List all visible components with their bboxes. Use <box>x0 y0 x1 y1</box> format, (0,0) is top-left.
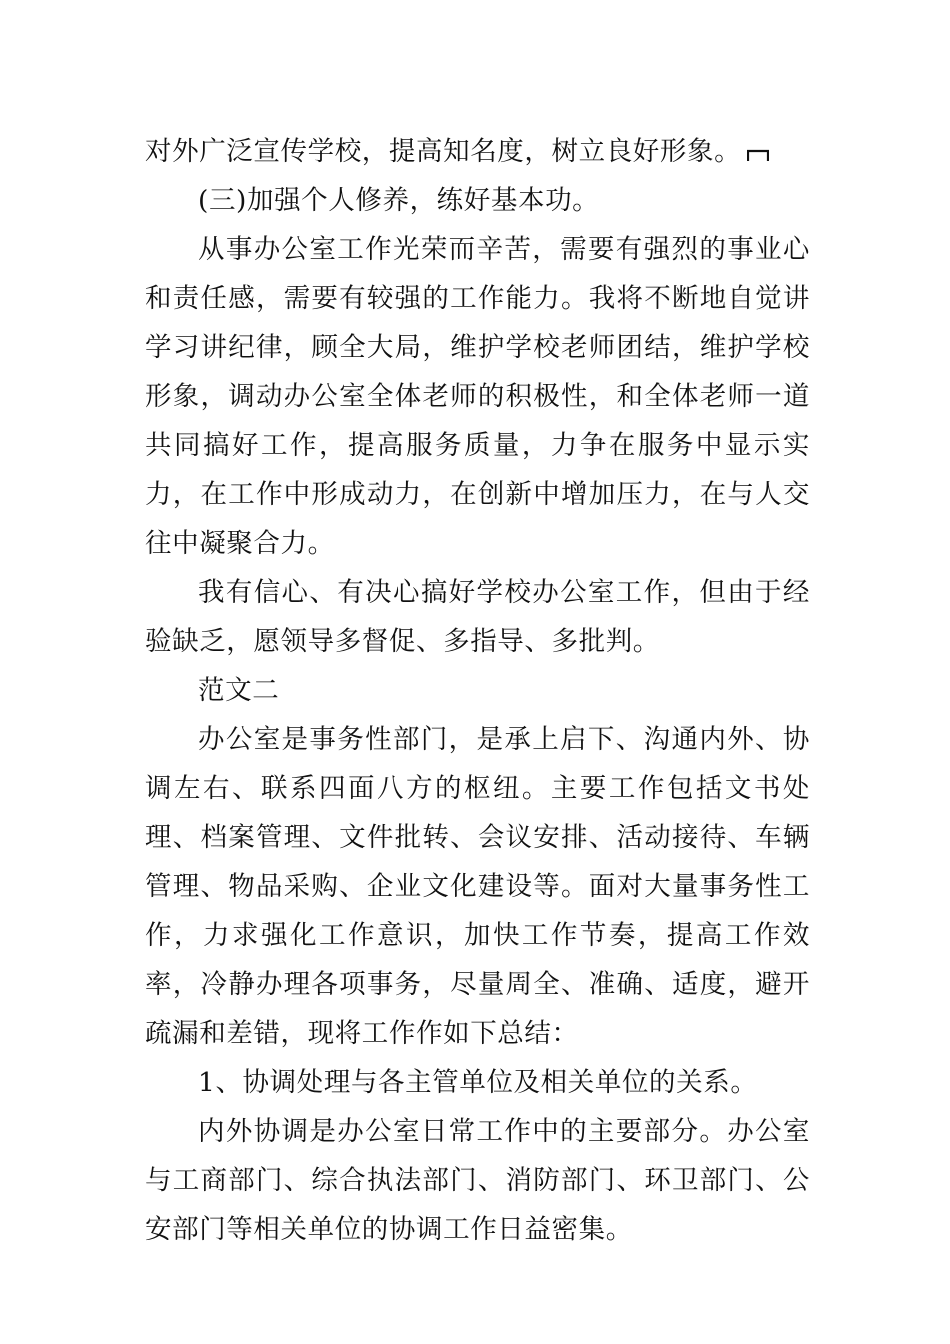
edit-mark-icon <box>747 148 769 162</box>
paragraph-3: 从事办公室工作光荣而辛苦，需要有强烈的事业心和责任感，需要有较强的工作能力。我将不断地自觉讲学习讲纪律，顾全大局，维护学校老师团结，维护学校形象，调动办公室全体老师的积极性，和全体老师一道共同搞好工作，提高服务质量，力争在服务中显示实力，在工作中形成动力，在创新中增加压力，在与人交往中凝聚合力。 <box>145 234 810 559</box>
paragraph-1-text: 对外广泛宣传学校，提高知名度，树立良好形象。 <box>145 136 742 167</box>
document-body <box>145 127 810 1254</box>
paragraph-6: 办公室是事务性部门，是承上启下、沟通内外、协调左右、联系四面八方的枢纽。主要工作包括文书处理、档案管理、文件批转、会议安排、活动接待、车辆管理、物品采购、企业文化建设等。面对大量事务性工作，力求强化工作意识，加快工作节奏，提高工作效率，冷静办理各项事务，尽量周全、准确、适度，避开疏漏和差错，现将工作作如下总结： <box>145 724 810 1049</box>
paragraph-7: 1、协调处理与各主管单位及相关单位的关系。 <box>198 1067 758 1098</box>
paragraph-8: 内外协调是办公室日常工作中的主要部分。办公室与工商部门、综合执法部门、消防部门、环卫部门、公安部门等相关单位的协调工作日益密集。 <box>145 1116 810 1245</box>
paragraph-2: (三)加强个人修养，练好基本功。 <box>198 185 600 216</box>
paragraph-4: 我有信心、有决心搞好学校办公室工作，但由于经验缺乏，愿领导多督促、多指导、多批判。 <box>145 577 810 657</box>
paragraph-1 <box>145 127 810 176</box>
section-heading: 范文二 <box>198 675 280 706</box>
